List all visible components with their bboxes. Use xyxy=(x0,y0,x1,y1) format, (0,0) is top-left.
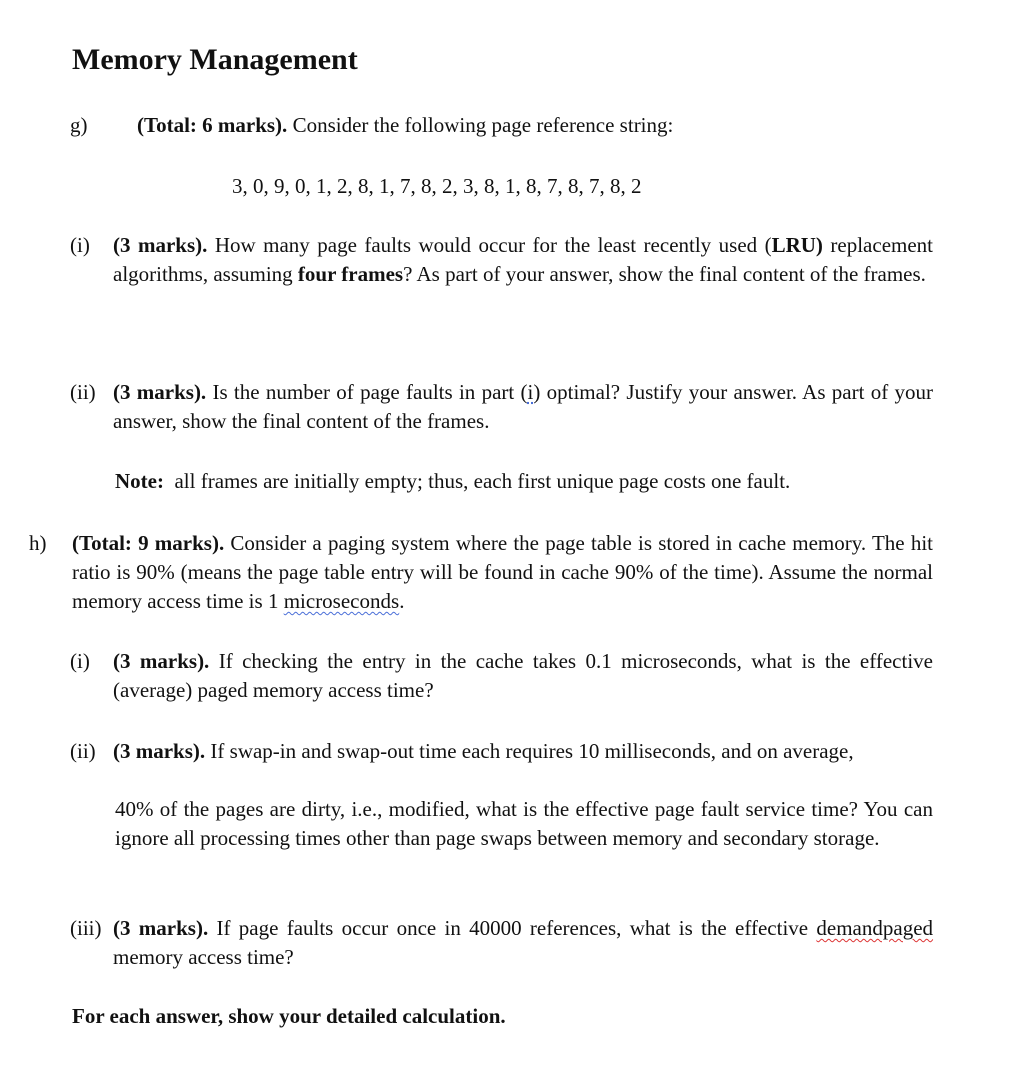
question-g-intro-text: Consider the following page reference string: xyxy=(292,113,674,137)
question-g-i-text-b: replacement algorithms, assuming xyxy=(113,233,934,286)
question-h-ii-label: (ii) xyxy=(70,739,96,763)
question-h-intro xyxy=(72,529,933,616)
question-h-iii-label: (iii) xyxy=(70,916,102,940)
question-h-intro-end: . xyxy=(399,589,405,613)
question-h-i-text xyxy=(113,647,933,705)
note-text: all frames are initially empty; thus, each first unique page costs one fault. xyxy=(174,469,791,493)
lru-term: LRU) xyxy=(771,233,823,257)
demandpaged-term: demandpaged xyxy=(816,916,934,940)
page-reference-string: 3, 0, 9, 0, 1, 2, 8, 1, 7, 8, 2, 3, 8, 1, 8, 7, 8, 7, 8, 2 xyxy=(232,174,642,198)
question-h-ii-body-a: If swap-in and swap-out time each requires 10 milliseconds, and on average, xyxy=(210,739,854,763)
question-h-ii-marks: (3 marks). xyxy=(113,739,206,763)
question-h-marks: (Total: 9 marks). xyxy=(72,531,225,555)
question-h-iii-marks: (3 marks). xyxy=(113,916,209,940)
question-g-label: g) xyxy=(70,113,88,137)
question-g-intro xyxy=(137,111,937,140)
question-h-intro-text: Consider a paging system where the page table is stored in cache memory. The hit ratio is 90% (means the page table entry will be found in cache 90% of the time). Assume the normal memory access time is 1 xyxy=(72,531,933,613)
microseconds-term: microseconds xyxy=(283,589,400,613)
question-g-ii-text-a: Is the number of page faults in part ( xyxy=(212,380,528,404)
question-g-ii-text-b: ) optimal? Justify your answer. As part of your answer, show the final content of the frames. xyxy=(113,380,933,433)
document-title: Memory Management xyxy=(72,43,358,76)
question-h-iii-text xyxy=(113,914,933,972)
four-frames-term: four frames xyxy=(297,262,404,286)
question-g-ii-label: (ii) xyxy=(70,380,96,404)
question-g-ii-marks: (3 marks). xyxy=(113,380,207,404)
footer-instruction: For each answer, show your detailed calculation. xyxy=(72,1004,506,1028)
question-h-ii-text-a xyxy=(113,737,933,766)
question-g-i-marks: (3 marks). xyxy=(113,233,208,257)
question-h-iii-body-b: memory access time? xyxy=(113,945,294,969)
question-g-i-text-a: How many page faults would occur for the least recently used ( xyxy=(214,233,772,257)
question-h-i-body: If checking the entry in the cache takes 0.1 microseconds, what is the effective (average) paged memory access time? xyxy=(113,649,933,702)
note-label: Note: xyxy=(115,469,164,493)
question-g-ii-text xyxy=(113,378,933,436)
question-g-i-label: (i) xyxy=(70,233,90,257)
question-h-i-marks: (3 marks). xyxy=(113,649,210,673)
note xyxy=(115,467,935,496)
question-g-i-text-c: ? As part of your answer, show the final content of the frames. xyxy=(403,262,926,286)
question-h-i-label: (i) xyxy=(70,649,90,673)
question-g-i-text xyxy=(113,231,933,289)
part-i-reference: i xyxy=(527,380,534,404)
question-g-marks: (Total: 6 marks). xyxy=(137,113,288,137)
question-h-label: h) xyxy=(29,531,47,555)
question-h-ii-text-b: 40% of the pages are dirty, i.e., modified, what is the effective page fault service time? You can ignore all processing times other than page swaps between memory and secondary storage. xyxy=(115,797,933,850)
question-h-iii-body-a: If page faults occur once in 40000 references, what is the effective xyxy=(216,916,809,940)
